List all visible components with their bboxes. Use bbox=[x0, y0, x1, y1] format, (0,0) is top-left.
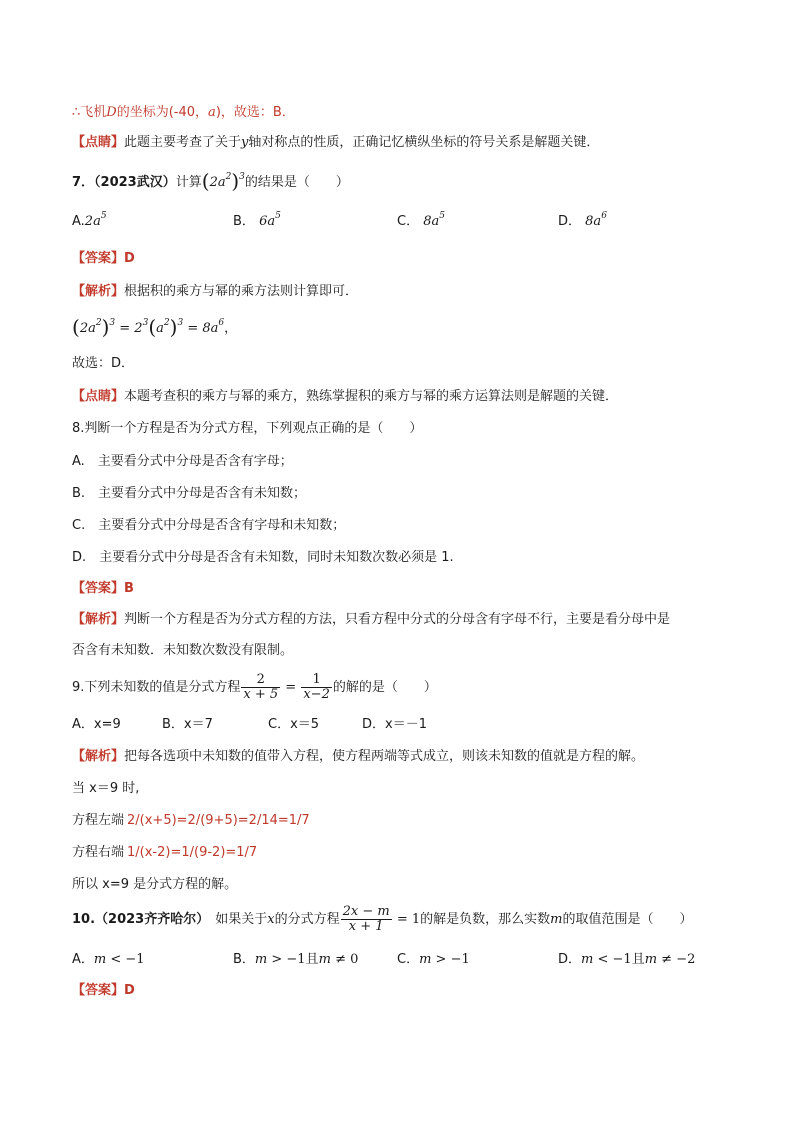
q10-option-d: D．m < −1且m ≠ −2 bbox=[558, 952, 696, 967]
q9-equation: $\frac{2}{x + 5}$ = $\frac{1}{x-2}$ bbox=[243, 672, 330, 702]
q10-option-a: A．m < −1 bbox=[72, 952, 145, 967]
q7-analysis bbox=[72, 283, 358, 301]
answer-tag: 【答案】 bbox=[72, 983, 125, 998]
answer-tag: 【答案】 bbox=[72, 581, 125, 596]
q6-var-d: D bbox=[106, 105, 117, 120]
q7-number: 7． bbox=[72, 175, 95, 190]
q8-answer bbox=[72, 580, 134, 598]
q10-option-b: B．m > −1且m ≠ 0 bbox=[233, 952, 359, 967]
q6-coord-var: a bbox=[208, 105, 216, 120]
q9-option-c: C．x＝5 bbox=[268, 717, 320, 732]
q9-option-b: B．x＝7 bbox=[162, 717, 213, 732]
q10-source: （2023齐齐哈尔） bbox=[95, 912, 210, 927]
q9-left-expr: 2/(x+5)=2/(9+5)=2/14=1/7 bbox=[127, 813, 310, 828]
q6-comment-b: 轴对称点的性质，正确记忆横纵坐标的符号关系是解题关键． bbox=[248, 135, 600, 150]
q7-answer bbox=[72, 250, 135, 268]
q7-stem bbox=[72, 169, 349, 193]
analysis-tag: 【解析】 bbox=[72, 284, 125, 299]
q10-answer bbox=[72, 982, 135, 1000]
q8-analysis-2: 否含有未知数．未知数次数没有限制。 bbox=[72, 643, 294, 658]
q8-analysis-1 bbox=[72, 611, 670, 629]
comment-tag: 【点睛】 bbox=[72, 135, 125, 150]
q9-stem-a: 9.下列未知数的值是分式方程 bbox=[72, 680, 241, 695]
q9-left-label: 方程左端 bbox=[72, 813, 125, 828]
q8-option-d: D. 主要看分式中分母是否含有未知数，同时未知数次数必须是 1. bbox=[72, 550, 454, 565]
q9-right-expr: 1/(x-2)=1/(9-2)=1/7 bbox=[127, 845, 258, 860]
q9-left bbox=[72, 812, 310, 830]
analysis-tag: 【解析】 bbox=[72, 612, 125, 627]
q8-answer-value: B bbox=[124, 581, 134, 596]
q10-option-c: C．m > −1 bbox=[397, 952, 470, 967]
q10-stem-b: 的分式方程 bbox=[274, 912, 340, 927]
q7-choose: 故选：D． bbox=[72, 356, 135, 371]
q10-stem-d: 的取值范围是（ ） bbox=[562, 912, 693, 927]
q10-stem-c: 的解是负数，那么实数 bbox=[420, 912, 551, 927]
q8-option-b: B. 主要看分式中分母是否含有未知数； bbox=[72, 486, 307, 501]
q7-answer-value: D bbox=[124, 251, 135, 266]
q10-var-x: x bbox=[267, 912, 275, 927]
q7-expression: $(2a^2)^3$ bbox=[201, 169, 245, 193]
q7-option-b: B． $6a^5$ bbox=[233, 211, 281, 229]
q10-answer-value: D bbox=[124, 983, 135, 998]
q9-when: 当 x＝9 时, bbox=[72, 781, 140, 796]
q7-comment-text: 本题考查积的乘方与幂的乘方，熟练掌握积的乘方与幂的乘方运算法则是解题的关键． bbox=[124, 389, 619, 404]
q6-coord: (-40， bbox=[168, 105, 209, 120]
q9-option-a: A．x=9 bbox=[72, 717, 121, 732]
q6-conclusion bbox=[72, 104, 295, 122]
q7-option-c: C． $8a^5$ bbox=[397, 211, 445, 229]
q8-option-a: A. 主要看分式中分母是否含有字母； bbox=[72, 454, 293, 469]
q10-stem-a: 如果关于 bbox=[215, 912, 268, 927]
q6-conclusion-prefix: ∴飞机 bbox=[72, 105, 107, 120]
q10-equation: $\frac{2x - m}{x + 1}$ = 1 bbox=[342, 904, 421, 934]
q7-analysis-text: 根据积的乘方与幂的乘方法则计算即可． bbox=[124, 284, 359, 299]
q10-number: 10. bbox=[72, 912, 96, 927]
q6-comment bbox=[72, 134, 599, 152]
q7-stem-a: 计算 bbox=[175, 175, 202, 190]
q8-option-c: C. 主要看分式中分母是否含有字母和未知数； bbox=[72, 518, 346, 533]
q7-stem-b: 的结果是（ ） bbox=[244, 175, 349, 190]
q6-coord-end: )，故选：B． bbox=[215, 105, 295, 120]
q10-stem bbox=[72, 904, 692, 936]
q8-stem: 8.判断一个方程是否为分式方程，下列观点正确的是（ ） bbox=[72, 421, 423, 436]
q9-stem-b: 的解的是（ ） bbox=[332, 680, 437, 695]
answer-tag: 【答案】 bbox=[72, 251, 125, 266]
q9-stem bbox=[72, 672, 437, 704]
q7-derivation: $(2a^2)^3 = 2^3(a^2)^3 = 8a^6$， bbox=[72, 315, 238, 339]
q10-var-m: m bbox=[550, 912, 563, 927]
q6-conclusion-mid: 的坐标为 bbox=[116, 105, 169, 120]
comment-tag: 【点睛】 bbox=[72, 389, 125, 404]
q9-analysis-text: 把每各选项中未知数的值带入方程，使方程两端等式成立，则该未知数的值就是方程的解。 bbox=[124, 749, 645, 764]
q7-option-d: D． $8a^6$ bbox=[558, 211, 607, 229]
analysis-tag: 【解析】 bbox=[72, 749, 125, 764]
q7-source: （2023武汉） bbox=[94, 175, 176, 190]
q6-comment-a: 此题主要考查了关于 bbox=[124, 135, 242, 150]
q7-comment bbox=[72, 388, 618, 406]
q9-option-d: D．x＝－1 bbox=[362, 717, 427, 732]
q7-option-a: $A.2a^5$ bbox=[72, 211, 107, 229]
q9-analysis bbox=[72, 748, 644, 766]
q9-right-label: 方程右端 bbox=[72, 845, 125, 860]
q9-conclusion: 所以 x=9 是分式方程的解。 bbox=[72, 877, 238, 892]
q8-analysis-text-1: 判断一个方程是否为分式方程的方法，只看方程中分式的分母含有字母不行，主要是看分母中是 bbox=[124, 612, 671, 627]
q9-right bbox=[72, 844, 257, 862]
q6-comment-var: y bbox=[241, 135, 249, 150]
